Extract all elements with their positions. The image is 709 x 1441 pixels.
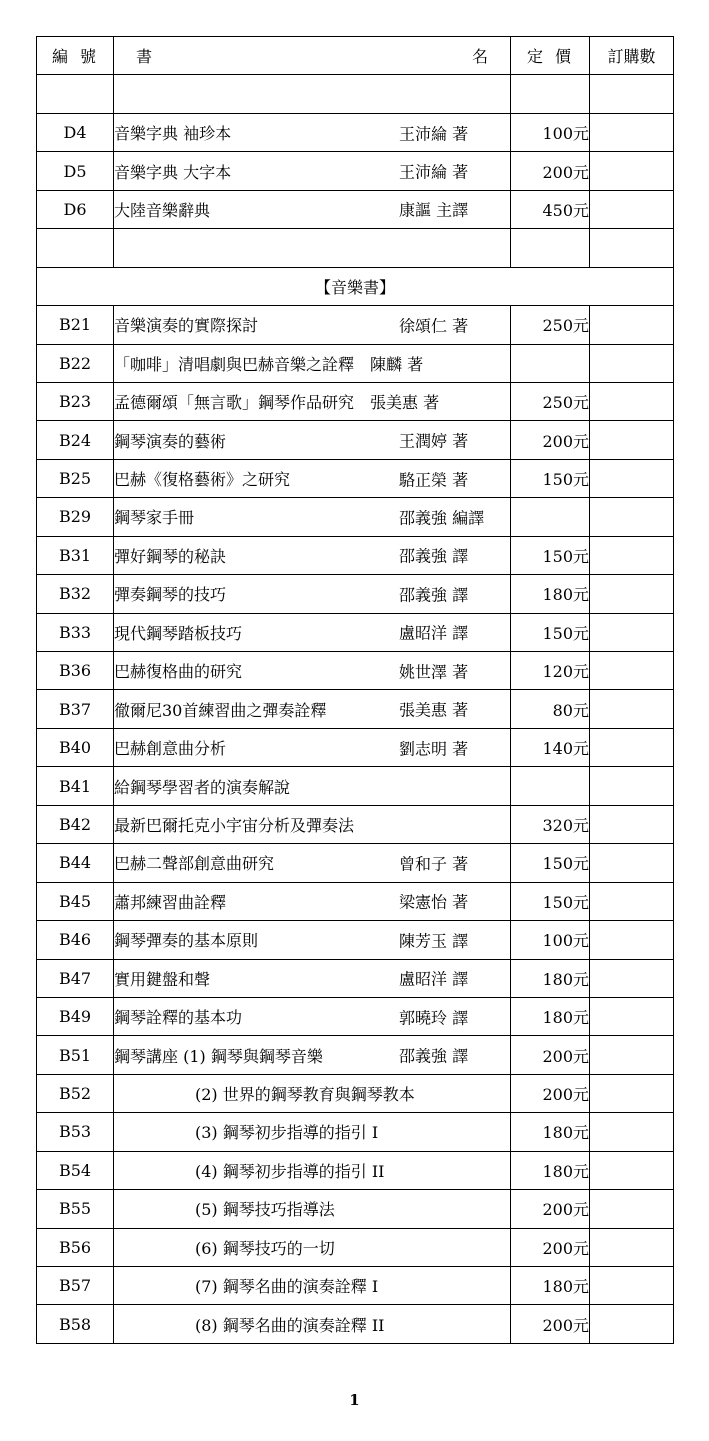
book-title-cell bbox=[114, 767, 511, 805]
book-author: 康謳 主譯 bbox=[399, 200, 469, 220]
table-row bbox=[37, 1113, 674, 1151]
header-title-left: 書 bbox=[136, 47, 153, 67]
book-code: B29 bbox=[37, 498, 114, 536]
book-price: 120元 bbox=[511, 652, 590, 690]
book-title-cell bbox=[114, 690, 511, 728]
book-code: B24 bbox=[37, 421, 114, 459]
book-price: 150元 bbox=[511, 536, 590, 574]
book-title-cell bbox=[114, 113, 511, 151]
book-price: 150元 bbox=[511, 882, 590, 920]
book-author: 邵義強 譯 bbox=[399, 546, 469, 566]
book-title-cell bbox=[114, 882, 511, 920]
header-code: 編號 bbox=[37, 37, 114, 75]
book-author: 盧昭洋 譯 bbox=[399, 623, 469, 643]
book-code: D5 bbox=[37, 152, 114, 190]
book-code: B31 bbox=[37, 536, 114, 574]
book-title-cell bbox=[114, 1190, 511, 1228]
book-title-cell bbox=[114, 805, 511, 843]
book-title-cell bbox=[114, 997, 511, 1035]
book-title-cell bbox=[114, 1228, 511, 1266]
book-price: 150元 bbox=[511, 613, 590, 651]
book-title: 音樂演奏的實際探討 bbox=[114, 316, 259, 336]
book-title: 音樂字典 大字本 bbox=[114, 162, 232, 182]
table-row bbox=[37, 921, 674, 959]
qty-cell[interactable] bbox=[590, 1036, 674, 1074]
qty-cell[interactable] bbox=[590, 767, 674, 805]
qty-cell[interactable] bbox=[590, 306, 674, 344]
qty-cell[interactable] bbox=[590, 690, 674, 728]
qty-cell[interactable] bbox=[590, 844, 674, 882]
book-title-cell bbox=[114, 344, 511, 382]
book-code: B47 bbox=[37, 959, 114, 997]
table-row bbox=[37, 575, 674, 613]
book-code: B22 bbox=[37, 344, 114, 382]
table-row bbox=[37, 728, 674, 766]
page-number: 1 bbox=[349, 1391, 360, 1409]
book-title: 實用鍵盤和聲 bbox=[114, 969, 211, 989]
book-author: 王潤婷 著 bbox=[399, 431, 469, 451]
book-title-cell bbox=[114, 421, 511, 459]
book-author: 王沛綸 著 bbox=[399, 162, 469, 182]
table-row bbox=[37, 536, 674, 574]
qty-cell[interactable] bbox=[590, 575, 674, 613]
book-title-cell bbox=[114, 498, 511, 536]
qty-cell[interactable] bbox=[590, 421, 674, 459]
header-title bbox=[114, 37, 511, 75]
book-price: 200元 bbox=[511, 1228, 590, 1266]
book-title: (2) 世界的鋼琴教育與鋼琴教本 bbox=[195, 1085, 415, 1105]
qty-cell[interactable] bbox=[590, 882, 674, 920]
book-title: 給鋼琴學習者的演奏解說 bbox=[114, 777, 291, 797]
qty-cell[interactable] bbox=[590, 805, 674, 843]
book-price: 180元 bbox=[511, 1267, 590, 1305]
table-row bbox=[37, 690, 674, 728]
book-title-cell bbox=[114, 575, 511, 613]
qty-cell[interactable] bbox=[590, 1267, 674, 1305]
book-price: 450元 bbox=[511, 190, 590, 228]
book-price: 180元 bbox=[511, 575, 590, 613]
book-title-cell bbox=[114, 1305, 511, 1343]
book-title-cell bbox=[114, 459, 511, 497]
book-title: (6) 鋼琴技巧的一切 bbox=[195, 1238, 335, 1258]
book-price bbox=[511, 767, 590, 805]
book-code: B40 bbox=[37, 728, 114, 766]
section-row bbox=[37, 267, 674, 305]
qty-cell[interactable] bbox=[590, 1113, 674, 1151]
table-row bbox=[37, 344, 674, 382]
qty-cell[interactable] bbox=[590, 536, 674, 574]
book-price: 150元 bbox=[511, 844, 590, 882]
table-row bbox=[37, 498, 674, 536]
book-code: B37 bbox=[37, 690, 114, 728]
book-author: 張美惠 著 bbox=[399, 700, 469, 720]
book-price: 140元 bbox=[511, 728, 590, 766]
book-title: 彈奏鋼琴的技巧 bbox=[114, 585, 227, 605]
book-title-cell bbox=[114, 152, 511, 190]
book-price: 250元 bbox=[511, 382, 590, 420]
table-row bbox=[37, 1151, 674, 1189]
qty-cell[interactable] bbox=[590, 459, 674, 497]
table-row bbox=[37, 421, 674, 459]
qty-cell[interactable] bbox=[590, 613, 674, 651]
qty-cell[interactable] bbox=[590, 728, 674, 766]
book-code: B41 bbox=[37, 767, 114, 805]
book-title: 巴赫《復格藝術》之研究 bbox=[114, 470, 291, 490]
table-row bbox=[37, 652, 674, 690]
table-row bbox=[37, 152, 674, 190]
header-row bbox=[37, 37, 674, 75]
book-title: 蕭邦練習曲詮釋 bbox=[114, 892, 227, 912]
table-row bbox=[37, 1190, 674, 1228]
book-price: 100元 bbox=[511, 113, 590, 151]
qty-cell[interactable] bbox=[590, 75, 674, 113]
book-price: 180元 bbox=[511, 1151, 590, 1189]
book-code: D4 bbox=[37, 113, 114, 151]
book-title: 巴赫創意曲分析 bbox=[114, 739, 227, 759]
book-code: B46 bbox=[37, 921, 114, 959]
table-row bbox=[37, 1267, 674, 1305]
book-title: (5) 鋼琴技巧指導法 bbox=[195, 1200, 335, 1220]
book-title-cell bbox=[114, 190, 511, 228]
book-code: B55 bbox=[37, 1190, 114, 1228]
book-author: 邵義強 譯 bbox=[399, 585, 469, 605]
book-author: 邵義強 譯 bbox=[399, 1046, 469, 1066]
qty-cell[interactable] bbox=[590, 652, 674, 690]
book-title-cell bbox=[114, 306, 511, 344]
book-author: 邵義強 編譯 bbox=[399, 508, 485, 528]
book-title: 巴赫復格曲的研究 bbox=[114, 662, 243, 682]
book-price: 150元 bbox=[511, 459, 590, 497]
book-title: 現代鋼琴踏板技巧 bbox=[114, 623, 243, 643]
book-code: D6 bbox=[37, 190, 114, 228]
book-title-cell bbox=[114, 959, 511, 997]
book-price: 180元 bbox=[511, 1113, 590, 1151]
book-title: 徹爾尼30首練習曲之彈奏詮釋 bbox=[114, 700, 327, 720]
book-price: 180元 bbox=[511, 959, 590, 997]
book-title: (3) 鋼琴初步指導的指引 I bbox=[195, 1123, 379, 1143]
book-code: B51 bbox=[37, 1036, 114, 1074]
book-price bbox=[511, 344, 590, 382]
book-code: B21 bbox=[37, 306, 114, 344]
table-row bbox=[37, 306, 674, 344]
book-title-cell bbox=[114, 1267, 511, 1305]
table-row bbox=[37, 1228, 674, 1266]
book-price: 200元 bbox=[511, 152, 590, 190]
book-code: B45 bbox=[37, 882, 114, 920]
book-code: B58 bbox=[37, 1305, 114, 1343]
book-code: B23 bbox=[37, 382, 114, 420]
table-row bbox=[37, 1036, 674, 1074]
book-title: (8) 鋼琴名曲的演奏詮釋 II bbox=[195, 1315, 385, 1335]
qty-cell[interactable] bbox=[590, 1151, 674, 1189]
qty-cell[interactable] bbox=[590, 1074, 674, 1112]
book-author: 梁憲怡 著 bbox=[399, 892, 469, 912]
table-row bbox=[37, 1074, 674, 1112]
qty-cell[interactable] bbox=[590, 1305, 674, 1343]
book-title: 孟德爾頌「無言歌」鋼琴作品研究 張美惠 著 bbox=[114, 393, 440, 413]
qty-cell[interactable] bbox=[590, 344, 674, 382]
book-title-cell bbox=[114, 382, 511, 420]
qty-cell[interactable] bbox=[590, 113, 674, 151]
book-price: 200元 bbox=[511, 421, 590, 459]
table-row bbox=[37, 113, 674, 151]
book-title: 鋼琴演奏的藝術 bbox=[114, 431, 227, 451]
book-author: 駱正榮 著 bbox=[399, 470, 469, 490]
book-code: B36 bbox=[37, 652, 114, 690]
book-code: B56 bbox=[37, 1228, 114, 1266]
book-title-cell bbox=[114, 1151, 511, 1189]
book-price: 250元 bbox=[511, 306, 590, 344]
qty-cell[interactable] bbox=[590, 921, 674, 959]
book-title-cell bbox=[114, 536, 511, 574]
section-title: 【音樂書】 bbox=[37, 267, 674, 305]
book-title-cell bbox=[114, 728, 511, 766]
blank-row bbox=[37, 75, 674, 113]
book-price: 200元 bbox=[511, 1190, 590, 1228]
header-price: 定價 bbox=[511, 37, 590, 75]
book-author: 姚世澤 著 bbox=[399, 662, 469, 682]
qty-cell[interactable] bbox=[590, 190, 674, 228]
book-title-cell bbox=[114, 921, 511, 959]
book-code: B44 bbox=[37, 844, 114, 882]
table-row bbox=[37, 190, 674, 228]
book-title: 鋼琴講座 (1) 鋼琴與鋼琴音樂 bbox=[114, 1046, 323, 1066]
book-price: 320元 bbox=[511, 805, 590, 843]
qty-cell[interactable] bbox=[590, 229, 674, 267]
header-title-right: 名 bbox=[471, 47, 488, 67]
book-code: B32 bbox=[37, 575, 114, 613]
book-code: B53 bbox=[37, 1113, 114, 1151]
book-title: 彈好鋼琴的秘訣 bbox=[114, 546, 227, 566]
blank-row bbox=[37, 229, 674, 267]
book-title: 大陸音樂辭典 bbox=[114, 200, 211, 220]
book-price: 200元 bbox=[511, 1036, 590, 1074]
book-author: 盧昭洋 譯 bbox=[399, 969, 469, 989]
book-title-cell bbox=[114, 1036, 511, 1074]
book-author: 劉志明 著 bbox=[399, 739, 469, 759]
book-price: 200元 bbox=[511, 1074, 590, 1112]
table-row bbox=[37, 613, 674, 651]
table-row bbox=[37, 805, 674, 843]
book-code: B54 bbox=[37, 1151, 114, 1189]
table-row bbox=[37, 459, 674, 497]
book-price: 180元 bbox=[511, 997, 590, 1035]
book-code: B42 bbox=[37, 805, 114, 843]
book-code: B33 bbox=[37, 613, 114, 651]
book-author: 郭曉玲 譯 bbox=[399, 1008, 469, 1028]
qty-cell[interactable] bbox=[590, 959, 674, 997]
book-title: (7) 鋼琴名曲的演奏詮釋 I bbox=[195, 1277, 379, 1297]
book-title: 鋼琴彈奏的基本原則 bbox=[114, 931, 259, 951]
table-row bbox=[37, 959, 674, 997]
book-title: (4) 鋼琴初步指導的指引 II bbox=[195, 1161, 385, 1181]
book-price: 200元 bbox=[511, 1305, 590, 1343]
book-title: 最新巴爾托克小宇宙分析及彈奏法 bbox=[114, 815, 355, 835]
book-title-cell bbox=[114, 1074, 511, 1112]
book-title: 音樂字典 袖珍本 bbox=[114, 124, 232, 144]
catalog-table bbox=[36, 36, 674, 1344]
table-row bbox=[37, 882, 674, 920]
header-qty: 訂購數 bbox=[590, 37, 674, 75]
qty-cell[interactable] bbox=[590, 1228, 674, 1266]
table-row bbox=[37, 997, 674, 1035]
book-title: 鋼琴詮釋的基本功 bbox=[114, 1008, 243, 1028]
table-row bbox=[37, 767, 674, 805]
book-author: 徐頌仁 著 bbox=[399, 316, 469, 336]
table-row bbox=[37, 1305, 674, 1343]
book-author: 王沛綸 著 bbox=[399, 124, 469, 144]
book-title-cell bbox=[114, 652, 511, 690]
qty-cell[interactable] bbox=[590, 152, 674, 190]
book-code: B49 bbox=[37, 997, 114, 1035]
table-row bbox=[37, 382, 674, 420]
book-price: 80元 bbox=[511, 690, 590, 728]
qty-cell[interactable] bbox=[590, 1190, 674, 1228]
qty-cell[interactable] bbox=[590, 997, 674, 1035]
book-author: 陳芳玉 譯 bbox=[399, 931, 469, 951]
table-row bbox=[37, 844, 674, 882]
book-title: 巴赫二聲部創意曲研究 bbox=[114, 854, 275, 874]
qty-cell[interactable] bbox=[590, 382, 674, 420]
qty-cell[interactable] bbox=[590, 498, 674, 536]
book-code: B57 bbox=[37, 1267, 114, 1305]
book-title-cell bbox=[114, 613, 511, 651]
book-price: 100元 bbox=[511, 921, 590, 959]
book-title: 「咖啡」清唱劇與巴赫音樂之詮釋 陳麟 著 bbox=[114, 354, 424, 374]
book-code: B52 bbox=[37, 1074, 114, 1112]
book-price bbox=[511, 498, 590, 536]
book-title: 鋼琴家手冊 bbox=[114, 508, 195, 528]
book-title-cell bbox=[114, 844, 511, 882]
book-code: B25 bbox=[37, 459, 114, 497]
book-author: 曾和子 著 bbox=[399, 854, 469, 874]
book-title-cell bbox=[114, 1113, 511, 1151]
